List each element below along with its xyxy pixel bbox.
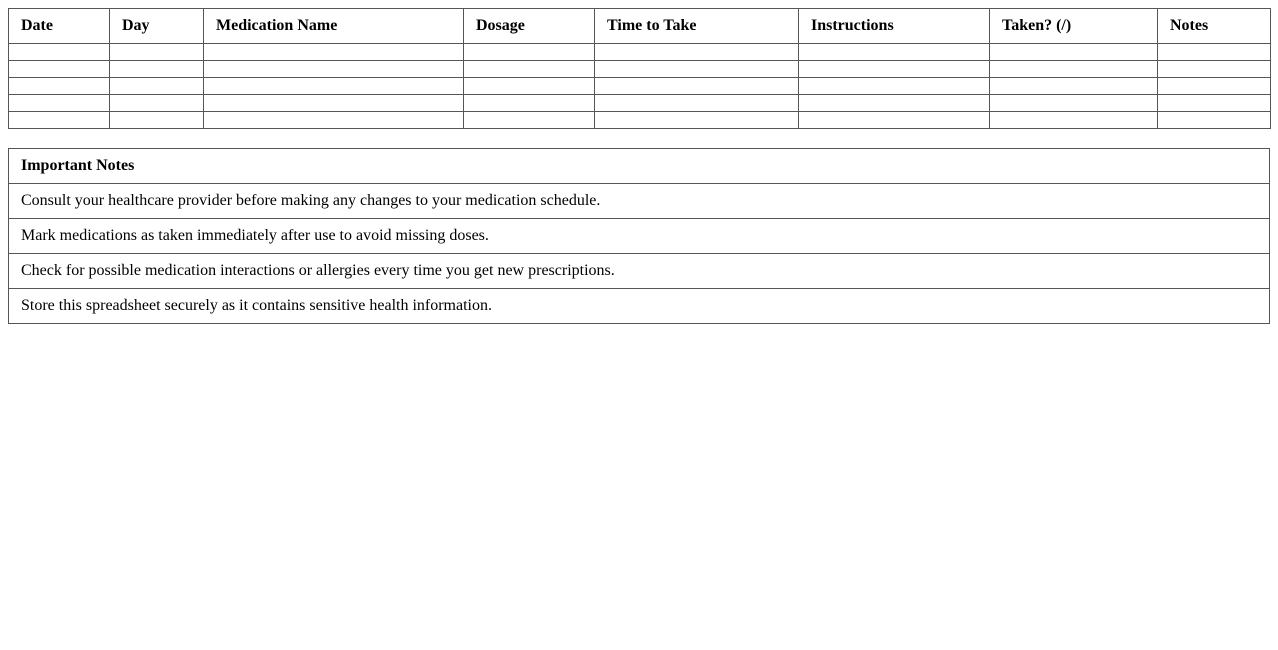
cell-dosage[interactable] — [464, 61, 595, 78]
list-item — [9, 219, 1270, 254]
column-header-medication-name: Medication Name — [204, 9, 464, 44]
table-header-row — [9, 9, 1271, 44]
table-row — [9, 61, 1271, 78]
cell-medication-name[interactable] — [204, 61, 464, 78]
column-header-notes: Notes — [1158, 9, 1271, 44]
cell-notes[interactable] — [1158, 61, 1271, 78]
list-item — [9, 184, 1270, 219]
cell-medication-name[interactable] — [204, 95, 464, 112]
cell-instructions[interactable] — [799, 61, 990, 78]
cell-instructions[interactable] — [799, 112, 990, 129]
cell-dosage[interactable] — [464, 78, 595, 95]
column-header-dosage: Dosage — [464, 9, 595, 44]
cell-day[interactable] — [110, 95, 204, 112]
cell-time-to-take[interactable] — [595, 44, 799, 61]
column-header-time-to-take: Time to Take — [595, 9, 799, 44]
cell-date[interactable] — [9, 78, 110, 95]
cell-day[interactable] — [110, 61, 204, 78]
cell-time-to-take[interactable] — [595, 112, 799, 129]
cell-taken[interactable] — [990, 78, 1158, 95]
cell-taken[interactable] — [990, 112, 1158, 129]
cell-time-to-take[interactable] — [595, 95, 799, 112]
cell-instructions[interactable] — [799, 95, 990, 112]
cell-day[interactable] — [110, 78, 204, 95]
medication-schedule-table — [8, 8, 1271, 129]
cell-dosage[interactable] — [464, 95, 595, 112]
cell-date[interactable] — [9, 61, 110, 78]
cell-medication-name[interactable] — [204, 44, 464, 61]
important-notes-table — [8, 148, 1270, 324]
cell-medication-name[interactable] — [204, 78, 464, 95]
note-item: Mark medications as taken immediately after use to avoid missing doses. — [9, 219, 1270, 254]
cell-day[interactable] — [110, 44, 204, 61]
notes-header-row — [9, 149, 1270, 184]
column-header-day: Day — [110, 9, 204, 44]
page-content — [8, 8, 1270, 324]
list-item — [9, 289, 1270, 324]
cell-notes[interactable] — [1158, 78, 1271, 95]
column-header-taken: Taken? (/) — [990, 9, 1158, 44]
list-item — [9, 254, 1270, 289]
cell-day[interactable] — [110, 112, 204, 129]
table-row — [9, 95, 1271, 112]
table-row — [9, 112, 1271, 129]
table-row — [9, 44, 1271, 61]
column-header-date: Date — [9, 9, 110, 44]
cell-date[interactable] — [9, 95, 110, 112]
cell-medication-name[interactable] — [204, 112, 464, 129]
cell-taken[interactable] — [990, 44, 1158, 61]
important-notes-title: Important Notes — [9, 149, 1270, 184]
cell-date[interactable] — [9, 112, 110, 129]
cell-time-to-take[interactable] — [595, 78, 799, 95]
note-item: Store this spreadsheet securely as it contains sensitive health information. — [9, 289, 1270, 324]
cell-date[interactable] — [9, 44, 110, 61]
note-item: Check for possible medication interactions or allergies every time you get new prescriptions. — [9, 254, 1270, 289]
cell-instructions[interactable] — [799, 44, 990, 61]
cell-dosage[interactable] — [464, 112, 595, 129]
cell-taken[interactable] — [990, 61, 1158, 78]
cell-time-to-take[interactable] — [595, 61, 799, 78]
table-row — [9, 78, 1271, 95]
cell-taken[interactable] — [990, 95, 1158, 112]
note-item: Consult your healthcare provider before making any changes to your medication schedule. — [9, 184, 1270, 219]
cell-notes[interactable] — [1158, 112, 1271, 129]
cell-notes[interactable] — [1158, 44, 1271, 61]
cell-notes[interactable] — [1158, 95, 1271, 112]
cell-dosage[interactable] — [464, 44, 595, 61]
column-header-instructions: Instructions — [799, 9, 990, 44]
cell-instructions[interactable] — [799, 78, 990, 95]
